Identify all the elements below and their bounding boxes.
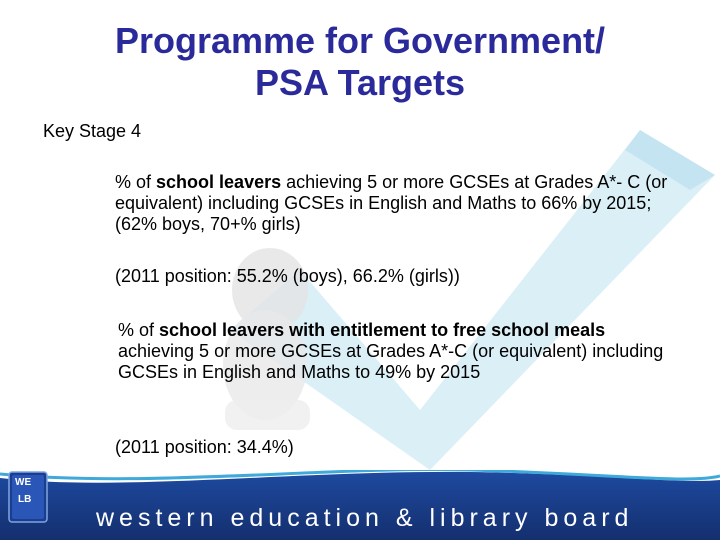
para1-bold: school leavers: [156, 172, 282, 192]
target-paragraph-school-leavers: [115, 172, 675, 235]
para1-body: achieving 5 or more GCSEs at Grades A*- C (or equivalent) including GCSEs in English and Maths to 66% by 2015; (62% boys, 70+% girls): [115, 172, 668, 234]
logo-text-line-1: WE: [15, 477, 32, 488]
target-paragraph-free-school-meals: [118, 320, 678, 383]
para1-prefix: % of: [115, 172, 157, 192]
key-stage-heading: Key Stage 4: [43, 121, 142, 141]
title-line-2: PSA Targets: [254, 62, 466, 103]
footer-organisation-name: western education & library board: [96, 504, 634, 532]
slide-title: [0, 20, 720, 104]
para3-prefix: % of: [118, 320, 160, 340]
para3-bold: school leavers with entitlement to free school meals: [159, 320, 606, 340]
title-line-1: Programme for Government/: [114, 20, 606, 61]
position-2011-fsm: (2011 position: 34.4%): [115, 437, 294, 457]
position-2011-all: (2011 position: 55.2% (boys), 66.2% (girls)): [115, 266, 460, 286]
logo-text-line-2: LB: [18, 494, 32, 505]
para3-body: achieving 5 or more GCSEs at Grades A*-C (or equivalent) including GCSEs in English and Maths to 49% by 2015: [118, 341, 664, 382]
